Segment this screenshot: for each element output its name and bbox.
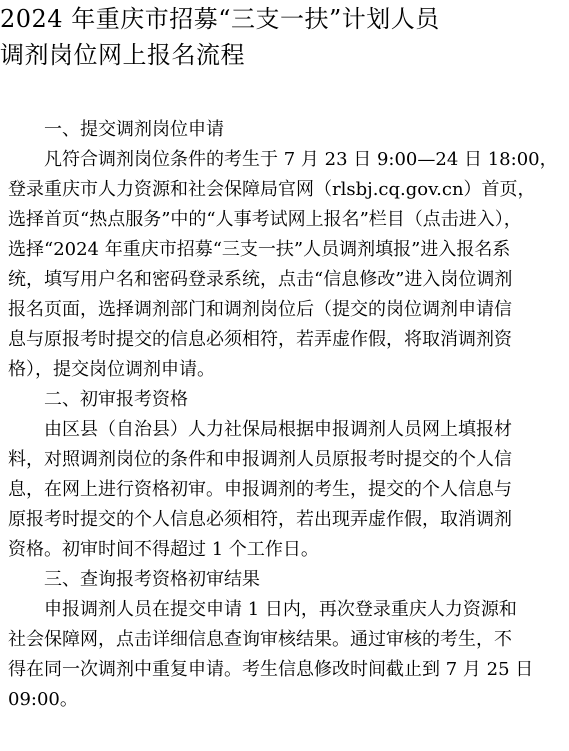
paragraph-line: 格），提交岗位调剂申请。 xyxy=(8,359,215,380)
paragraph-line: 选择“2024 年重庆市招募“三支一扶”人员调剂填报”进入报名系 xyxy=(8,239,511,260)
document-title-line2: 调剂岗位网上报名流程 xyxy=(0,41,245,69)
paragraph-line: 选择首页“热点服务”中的“人事考试网上报名”栏目（点击进入）， xyxy=(8,209,522,230)
paragraph-line: 息与原报考时提交的信息必须相符，若弄虚作假，将取消调剂资 xyxy=(8,329,512,350)
paragraph-line: 报名页面，选择调剂部门和调剂岗位后（提交的岗位调剂申请信 xyxy=(8,299,512,320)
paragraph-line: 原报考时提交的个人信息必须相符，若出现弄虚作假，取消调剂 xyxy=(8,509,512,530)
paragraph-line: 申报调剂人员在提交申请 1 日内，再次登录重庆人力资源和 xyxy=(44,599,517,620)
paragraph-line: 登录重庆市人力资源和社会保障局官网（rlsbj.cq.gov.cn）首页， xyxy=(8,179,536,200)
document-title-line1: 2024 年重庆市招募“三支一扶”计划人员 xyxy=(0,5,440,33)
paragraph-line: 得在同一次调剂中重复申请。考生信息修改时间截止到 7 月 25 日 xyxy=(8,659,534,680)
paragraph-line: 资格。初审时间不得超过 1 个工作日。 xyxy=(8,539,319,560)
paragraph-line: 由区县（自治县）人力社保局根据申报调剂人员网上填报材 xyxy=(44,419,512,440)
section-heading-2: 二、初审报考资格 xyxy=(44,389,188,410)
paragraph-line: 09:00。 xyxy=(8,689,78,710)
paragraph-line: 统，填写用户名和密码登录系统，点击“信息修改”进入岗位调剂 xyxy=(8,269,513,290)
paragraph-line: 息，在网上进行资格初审。申报调剂的考生，提交的个人信息与 xyxy=(8,479,512,500)
section-heading-1: 一、提交调剂岗位申请 xyxy=(44,119,224,140)
paragraph-line: 社会保障网，点击详细信息查询审核结果。通过审核的考生，不 xyxy=(8,629,512,650)
paragraph-line: 料，对照调剂岗位的条件和申报调剂人员原报考时提交的个人信 xyxy=(8,449,512,470)
paragraph-line: 凡符合调剂岗位条件的考生于 7 月 23 日 9:00—24 日 18:00， xyxy=(44,149,558,170)
section-heading-3: 三、查询报考资格初审结果 xyxy=(44,569,260,590)
